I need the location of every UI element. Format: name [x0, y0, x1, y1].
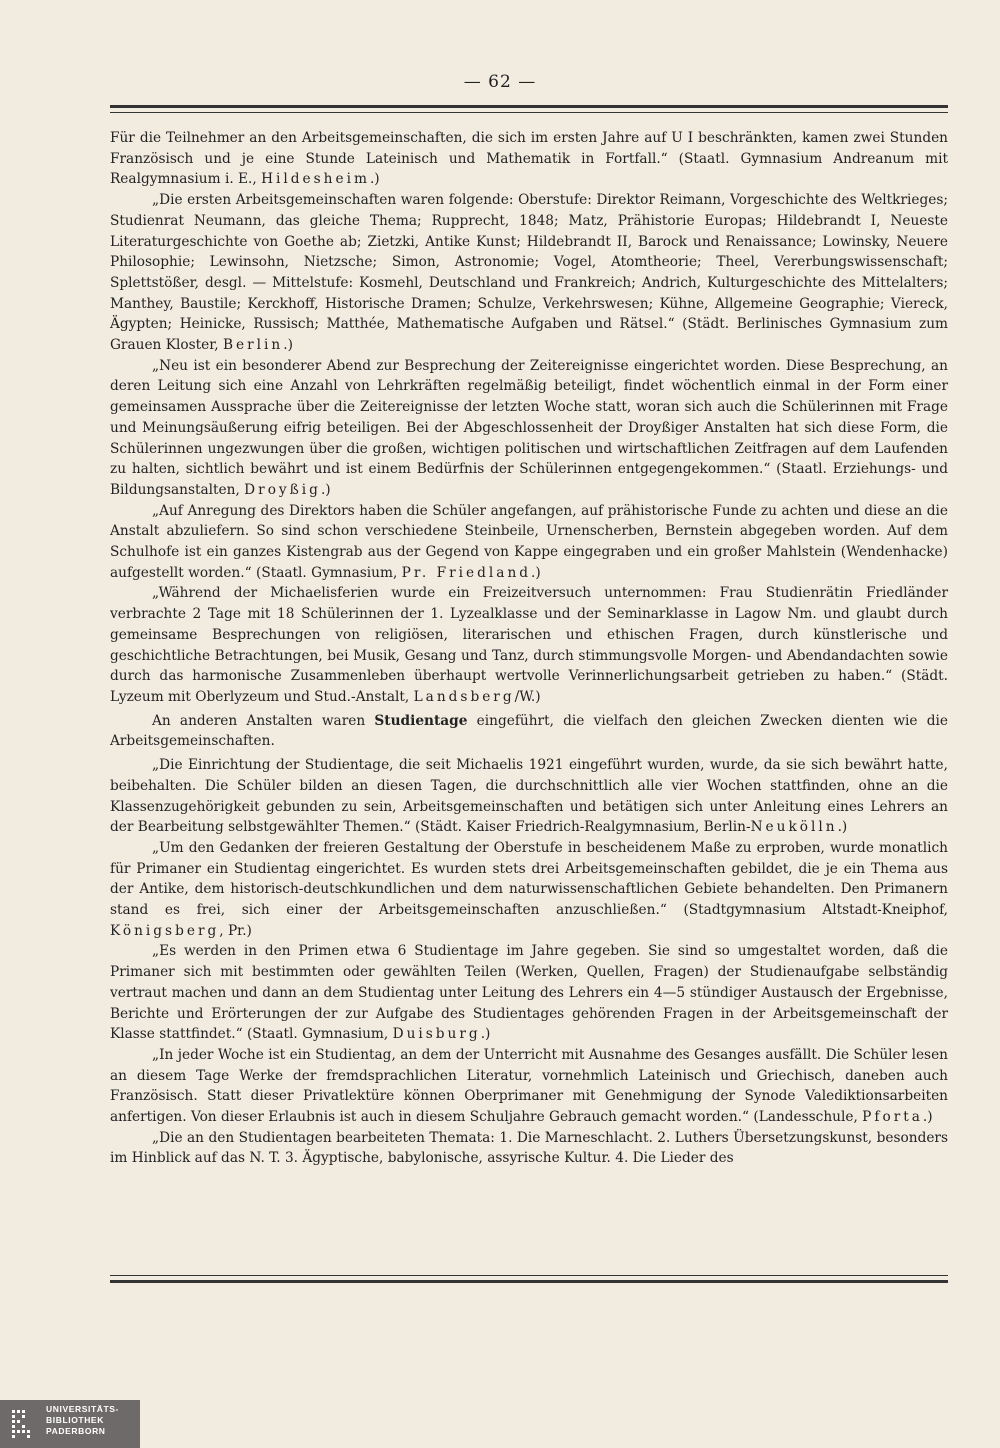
page-number: — 62 —: [463, 72, 537, 92]
paragraph-end: , Pr.): [219, 922, 252, 939]
paragraph-text: „Um den Gedanken der freieren Gestaltung der Oberstufe in bescheidenem Maße zu erproben, wurde monatlich für Primaner ein Studientag eingerichtet. Es wurden stets drei Arbeitsgemeinschaften gebildet, die je ein Thema aus der Antike, dem historisch-deutschkundlichen und dem naturwissenschaftlichen Gebiete behandelten. Den Primanern stand es frei, sich einer der Arbeitsgemeinschaften anzuschließen.“ (Stadtgymnasium Altstadt-Kneiphof,: [110, 839, 948, 919]
paragraph-end: .): [837, 819, 848, 836]
emphasis-term: Studientage: [374, 712, 468, 729]
paragraph: [110, 583, 948, 707]
place-name: Königsberg: [110, 922, 220, 939]
library-logo-text: [46, 1404, 119, 1437]
paragraph: [110, 190, 948, 356]
paragraph: [110, 941, 948, 1045]
paragraph-end: .): [922, 1109, 933, 1126]
place-name: Pforta: [862, 1109, 923, 1126]
paragraph-text: „Die Einrichtung der Studientage, die seit Michaelis 1921 eingeführt wurden, wurde, da sie sich bewährt hatte, beibehalten. Die Schüler bilden an diesen Tagen, die durchschnittlich alle vier Wochen stattfinden, ohne an die Klassenzugehörigkeit gebunden zu sein, Arbeitsgemeinschaften und betätigen sich unter Anleitung eines Lehrers an der Bearbeitung selbstgewählter Themen.“ (Städt. Kaiser Friedrich-Realgymnasium, Berlin-: [110, 757, 948, 836]
place-name: Neukölln: [750, 819, 838, 836]
paragraph: [110, 1045, 948, 1128]
library-logo-mark-icon: [10, 1408, 40, 1440]
paragraph-end: .): [320, 481, 331, 498]
paragraph: [110, 755, 948, 838]
top-rule-thin: [110, 112, 948, 113]
paragraph-text: „Neu ist ein besonderer Abend zur Besprechung der Zeitereignisse eingerichtet worden. Diese Besprechung, an deren Leitung sich eine Anzahl von Lehrkräften regelmäßig beteiligt, findet wöchentlich einmal in der Form einer gemeinsamen Aussprache über die Zeitereignisse der letzten Woche statt, woran sich auch die Schülerinnen mit Frage und Meinungsäußerung eifrig beteiligen. Bei der Abgeschlossenheit der Droyßiger Anstalten hat sich diese Form, die Schülerinnen ungezwungen über die großen, wichtigen politischen und wirtschaftlichen Zeitfragen auf dem Laufenden zu halten, sichtlich bewährt und ist einem Bedürfnis der Schülerinnen entgegengekommen.“ (Staatl. Erziehungs- und Bildungsanstalten,: [110, 357, 948, 498]
paragraph: [110, 356, 948, 501]
place-name: Pr. Friedland: [401, 564, 532, 581]
paragraph: [110, 501, 948, 584]
body-text: [110, 128, 948, 1169]
top-rule-thick: [110, 105, 948, 108]
place-name: Hildesheim: [261, 171, 370, 188]
paragraph-end: .): [531, 564, 541, 581]
library-logo-line: UNIVERSITÄTS-: [46, 1404, 119, 1414]
place-name: Landsberg: [413, 688, 515, 705]
place-name: Berlin: [222, 337, 284, 354]
paragraph-text: An anderen Anstalten waren: [152, 712, 366, 729]
library-logo: [0, 1400, 140, 1448]
paragraph-text: „Auf Anregung des Direktors haben die Schüler angefangen, auf prähistorische Funde zu achten und diese an die Anstalt abzuliefern. So sind schon verschiedene Steinbeile, Urnenscherben, Bernstein abgegeben worden. Auf dem Schulhofe ist ein ganzes Kistengrab aus der Gegend von Kappe eingegraben und ein großer Mahlstein (Wendenhacke) aufgestellt worden.“ (Staatl. Gymnasium,: [110, 502, 948, 581]
library-logo-line: BIBLIOTHEK: [46, 1415, 104, 1425]
paragraph-text: Für die Teilnehmer an den Arbeitsgemeinschaften, die sich im ersten Jahre auf U I beschränkten, kamen zwei Stunden Französisch und je eine Stunde Lateinisch und Mathematik in Fortfall.“ (Staatl. Gymnasium Andreanum mit Realgymnasium i. E.,: [110, 130, 948, 188]
bottom-rule-thin: [110, 1275, 948, 1276]
bottom-rule-thick: [110, 1280, 948, 1283]
paragraph-text: „Die an den Studientagen bearbeiteten Themata: 1. Die Marneschlacht. 2. Luthers Übersetzungskunst, besonders im Hinblick auf das N. T. 3. Ägyptische, babylonische, assyrische Kultur. 4. Die Lieder des: [110, 1129, 948, 1167]
paragraph-text: „Es werden in den Primen etwa 6 Studientage im Jahre gegeben. Sie sind so umgestaltet worden, daß die Primaner sich mit bestimmten oder gewählten Teilen (Werken, Quellen, Fragen) der Studienaufgabe selbständig vertraut machen und dann an dem Studientag unter Leitung des Lehrers ein 4—5 stündiger Austausch der Ergebnisse, Berichte und Erörterungen der zur Aufgabe des Studientages gehörenden Fragen in der Arbeitsgemeinschaft der Klasse stattfindet.“ (Staatl. Gymnasium,: [110, 943, 948, 1043]
paragraph-text: „Die ersten Arbeitsgemeinschaften waren folgende: Oberstufe: Direktor Reimann, Vorgeschichte des Weltkrieges; Studienrat Neumann, das gleiche Thema; Rupprecht, 1848; Matz, Prähistorie Europas; Hildebrandt I, Neueste Literaturgeschichte von Goethe ab; Zietzki, Antike Kunst; Hildebrandt II, Barock und Renaissance; Lowinsky, Neuere Philosophie; Lewinsohn, Nietzsche; Simon, Astronomie; Vogel, Atomtheorie; Theel, Vererbungswissenschaft; Splettstößer, desgl. — Mittelstufe: Kosmehl, Deutschland und Frankreich; Andrich, Kulturgeschichte des Mittelalters; Manthey, Baustile; Kerckhoff, Historische Dramen; Schulze, Verkehrswesen; Kühne, Allgemeine Geographie; Viereck, Ägypten; Heinicke, Russisch; Matthée, Mathematische Aufgaben und Rätsel.“ (Städt. Berlinisches Gymnasium zum Grauen Kloster,: [110, 192, 948, 354]
library-logo-line: PADERBORN: [46, 1426, 106, 1436]
paragraph-end: .): [480, 1026, 491, 1043]
paragraph: [110, 838, 948, 942]
paragraph: [110, 711, 948, 752]
paragraph-text: eingeführt, die vielfach den gleichen Zwecken dienten wie die Arbeitsgemeinschaften.: [110, 712, 948, 750]
paragraph-end: .): [369, 171, 380, 188]
paragraph-text: „Während der Michaelisferien wurde ein Freizeitversuch unternommen: Frau Studienrätin Friedländer verbrachte 2 Tage mit 18 Schülerinnen der 1. Lyzealklasse und der Seminarklasse in Lagow Nm. und glaubt durch gemeinsame Besprechungen von religiösen, literarischen und ethischen Fragen, durch künstlerische und geschichtliche Betrachtungen, bei Musik, Gesang und Tanz, durch stimmungsvolle Morgen- und Abendandachten sowie durch das harmonische Zusammenleben überhaupt wertvolle Verinnerlichungsarbeit getrieben zu haben.“ (Städt. Lyzeum mit Oberlyzeum und Stud.-Anstalt,: [110, 585, 948, 705]
paragraph-end: /W.): [514, 688, 541, 705]
place-name: Duisburg: [392, 1026, 481, 1043]
paragraph-text: „In jeder Woche ist ein Studientag, an dem der Unterricht mit Ausnahme des Gesanges ausfällt. Die Schüler lesen an diesem Tage Werke der fremdsprachlichen Literatur, vornehmlich Lateinisch und Griechisch, daneben auch Französisch. Statt dieser Privatlektüre können Oberprimaner mit Genehmigung der Synode Valediktionsarbeiten anfertigen. Von dieser Erlaubnis ist auch in diesem Schuljahre Gebrauch gemacht worden.“ (Landesschule,: [110, 1046, 948, 1126]
place-name: Droyßig: [244, 481, 321, 498]
paragraph: [110, 128, 948, 190]
paragraph: [110, 1128, 948, 1169]
paragraph-end: .): [283, 337, 293, 354]
